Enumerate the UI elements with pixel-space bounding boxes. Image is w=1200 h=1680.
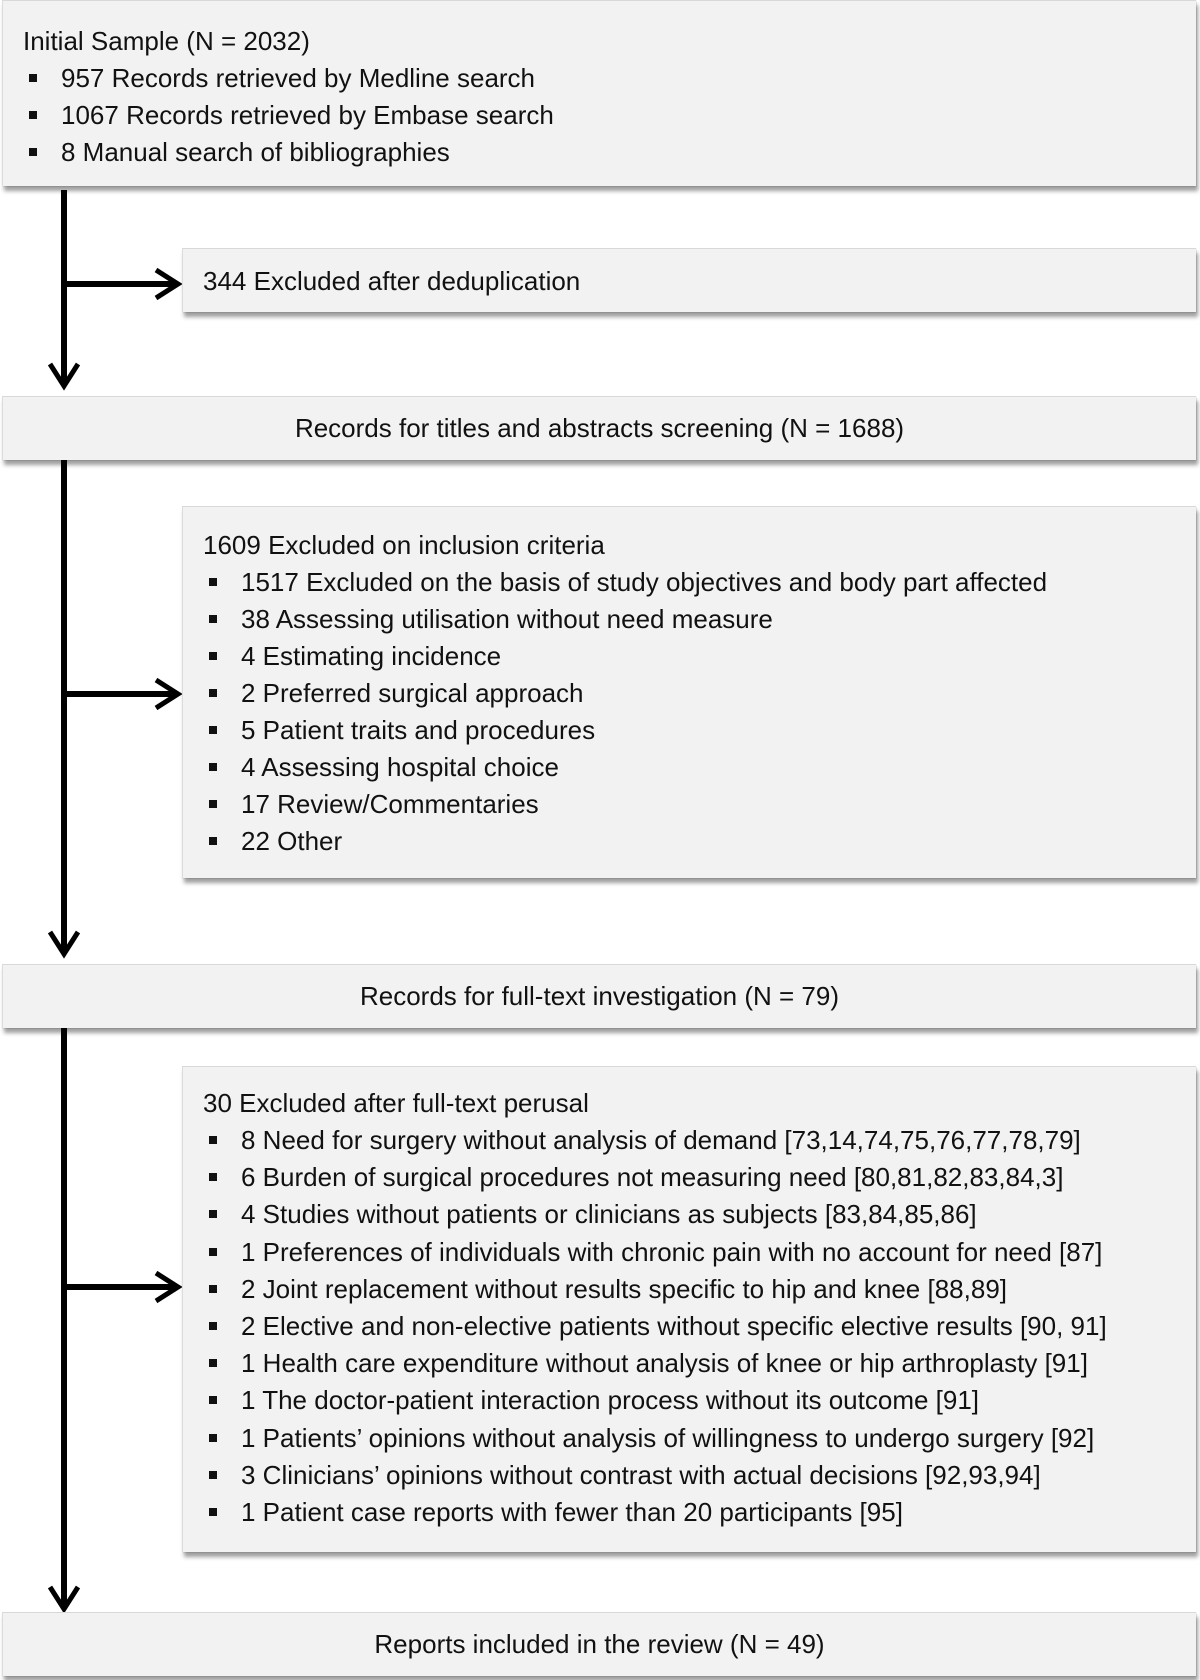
included-title: Reports included in the review (N = 49) <box>374 1629 825 1659</box>
initial-sample-list <box>23 60 1188 171</box>
list-item: 6 Burden of surgical procedures not measuring need [80,81,82,83,84,3] <box>203 1159 1194 1196</box>
list-item: 2 Joint replacement without results specific to hip and knee [88,89] <box>203 1271 1194 1308</box>
inclusion-exclusion-box <box>182 506 1196 878</box>
screening-title: Records for titles and abstracts screening (N = 1688) <box>294 413 905 443</box>
fulltext-exclusion-box <box>182 1066 1196 1552</box>
fulltext-title: Records for full-text investigation (N = 79) <box>359 981 840 1011</box>
list-item: 8 Manual search of bibliographies <box>23 134 1188 171</box>
list-item: 22 Other <box>203 823 1188 860</box>
inclusion-exclusion-list <box>203 564 1188 860</box>
inclusion-exclusion-title: 1609 Excluded on inclusion criteria <box>203 530 605 560</box>
bullet-icon <box>209 763 217 771</box>
fulltext-box <box>2 964 1196 1028</box>
list-item: 1 Patients’ opinions without analysis of willingness to undergo surgery [92] <box>203 1420 1194 1457</box>
list-item: 1517 Excluded on the basis of study objectives and body part affected <box>203 564 1188 601</box>
bullet-icon <box>209 578 217 586</box>
bullet-icon <box>209 1248 217 1256</box>
initial-sample-title: Initial Sample (N = 2032) <box>23 26 310 56</box>
bullet-icon <box>209 1471 217 1479</box>
list-item: 2 Preferred surgical approach <box>203 675 1188 712</box>
list-item: 17 Review/Commentaries <box>203 786 1188 823</box>
included-box <box>2 1612 1196 1676</box>
bullet-icon <box>209 1359 217 1367</box>
bullet-icon <box>209 1434 217 1442</box>
list-item: 5 Patient traits and procedures <box>203 712 1188 749</box>
list-item: 1 The doctor-patient interaction process without its outcome [91] <box>203 1382 1194 1419</box>
bullet-icon <box>209 1210 217 1218</box>
bullet-icon <box>209 1136 217 1144</box>
list-item: 2 Elective and non-elective patients without specific elective results [90, 91] <box>203 1308 1194 1345</box>
bullet-icon <box>209 1173 217 1181</box>
bullet-icon <box>29 74 37 82</box>
dedup-exclusion-title: 344 Excluded after deduplication <box>203 266 581 296</box>
fulltext-exclusion-title: 30 Excluded after full-text perusal <box>203 1088 589 1118</box>
list-item: 38 Assessing utilisation without need measure <box>203 601 1188 638</box>
list-item: 1 Preferences of individuals with chronic pain with no account for need [87] <box>203 1234 1194 1271</box>
list-item: 4 Studies without patients or clinicians as subjects [83,84,85,86] <box>203 1196 1194 1233</box>
dedup-exclusion-box <box>182 248 1196 312</box>
bullet-icon <box>209 1285 217 1293</box>
list-item: 3 Clinicians’ opinions without contrast with actual decisions [92,93,94] <box>203 1457 1194 1494</box>
list-item: 1 Health care expenditure without analysis of knee or hip arthroplasty [91] <box>203 1345 1194 1382</box>
list-item: 1 Patient case reports with fewer than 20 participants [95] <box>203 1494 1194 1531</box>
screening-box <box>2 396 1196 460</box>
initial-sample-box <box>2 0 1196 186</box>
bullet-icon <box>29 148 37 156</box>
list-item: 8 Need for surgery without analysis of demand [73,14,74,75,76,77,78,79] <box>203 1122 1194 1159</box>
bullet-icon <box>209 1322 217 1330</box>
list-item: 4 Assessing hospital choice <box>203 749 1188 786</box>
bullet-icon <box>209 837 217 845</box>
bullet-icon <box>209 615 217 623</box>
bullet-icon <box>29 111 37 119</box>
list-item: 4 Estimating incidence <box>203 638 1188 675</box>
bullet-icon <box>209 1396 217 1404</box>
fulltext-exclusion-list <box>203 1122 1194 1531</box>
bullet-icon <box>209 652 217 660</box>
list-item: 957 Records retrieved by Medline search <box>23 60 1188 97</box>
bullet-icon <box>209 800 217 808</box>
bullet-icon <box>209 1508 217 1516</box>
bullet-icon <box>209 689 217 697</box>
list-item: 1067 Records retrieved by Embase search <box>23 97 1188 134</box>
bullet-icon <box>209 726 217 734</box>
